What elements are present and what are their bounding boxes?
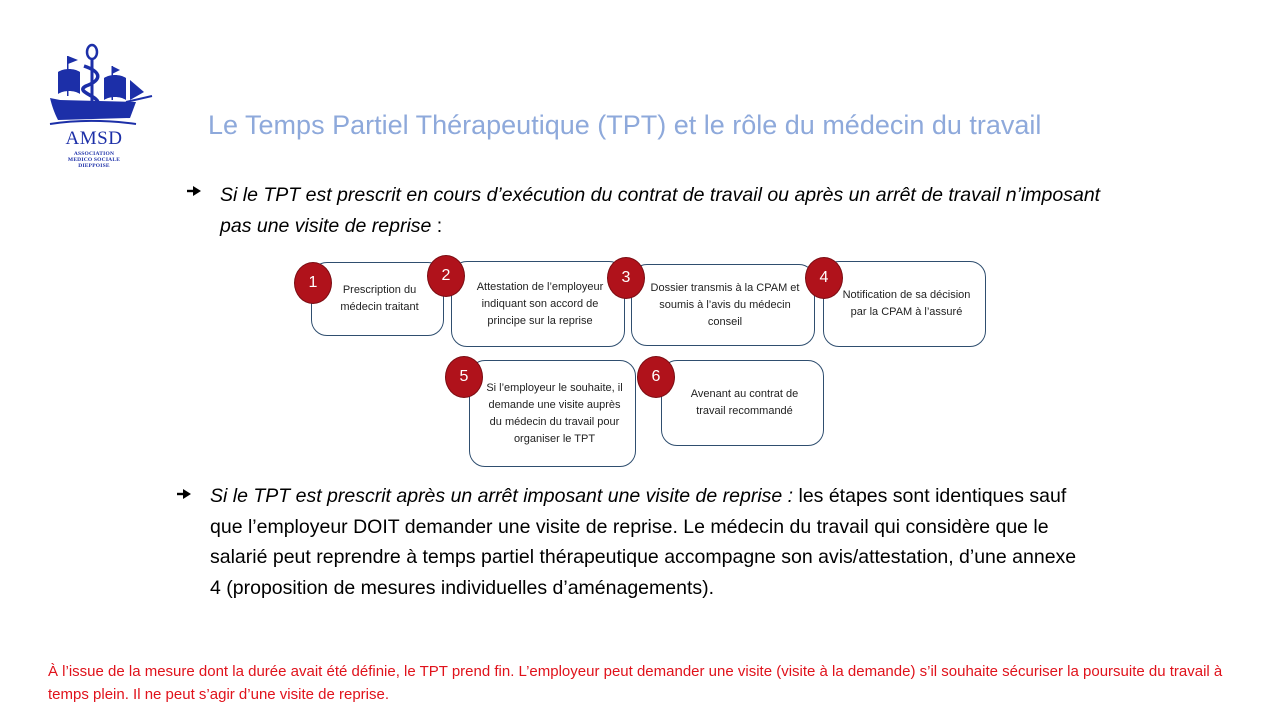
- bullet-italic-lead: Si le TPT est prescrit après un arrêt imposant une visite de reprise :: [210, 485, 794, 507]
- step-text: Avenant au contrat de travail recommandé: [690, 388, 799, 417]
- step-box-2: [451, 261, 625, 347]
- bullet-without-return-visit: [220, 180, 1120, 242]
- step-text: Attestation de l’employeur indiquant son accord de principe sur la reprise: [476, 280, 604, 327]
- logo-abbreviation: AMSD: [65, 128, 123, 149]
- step-badge-6: 6: [637, 356, 675, 398]
- step-box-6: [661, 360, 824, 446]
- step-text: Dossier transmis à la CPAM et soumis à l’avis du médecin conseil: [650, 281, 800, 328]
- step-box-1: [311, 262, 444, 336]
- step-badge-3: 3: [607, 257, 645, 299]
- step-box-4: [823, 261, 986, 347]
- logo-subtitle-line: MEDICO SOCIALE: [67, 157, 121, 163]
- step-badge-4: 4: [805, 257, 843, 299]
- amsd-logo: [46, 42, 154, 178]
- ship-caduceus-icon: [46, 42, 154, 132]
- footer-note: À l’issue de la mesure dont la durée avait été définie, le TPT prend fin. L’employeur peut demander une visite (visite à la demande) s’il souhaite sécuriser la poursuite du travail à temps plein. Il ne peut s’agir d’une visite de reprise.: [48, 663, 1223, 703]
- bullet-text: Si le TPT est prescrit en cours d’exécution du contrat de travail ou après un arrêt de travail n’imposant pas une visite de reprise: [220, 184, 1101, 237]
- step-badge-1: 1: [294, 262, 332, 304]
- arrow-bullet-icon: [177, 489, 191, 499]
- bullet-suffix: :: [431, 215, 443, 237]
- step-text: Si l’employeur le souhaite, il demande une visite auprès du médecin du travail pour organiser le TPT: [486, 381, 623, 445]
- step-box-3: [631, 264, 815, 346]
- bullet-with-return-visit: [210, 481, 1090, 603]
- step-badge-2: 2: [427, 255, 465, 297]
- step-text: Notification de sa décision par la CPAM à l’assuré: [842, 289, 971, 318]
- logo-subtitle-line: DIEPPOISE: [78, 163, 110, 169]
- arrow-bullet-icon: [187, 186, 201, 196]
- logo-subtitle-line: ASSOCIATION: [73, 151, 115, 157]
- bullet-text: les étapes sont identiques sauf que l’employeur DOIT demander une visite de reprise. Le médecin du travail qui considère que le salarié peut reprendre à temps partiel thérapeutique accompagne son avis/attestation, d’une annexe 4 (proposition de mesures individuelles d’aménagements).: [210, 485, 1077, 599]
- step-box-5: [469, 360, 636, 467]
- step-text: Prescription du médecin traitant: [340, 284, 419, 313]
- step-badge-5: 5: [445, 356, 483, 398]
- slide-title: Le Temps Partiel Thérapeutique (TPT) et le rôle du médecin du travail: [208, 110, 1042, 140]
